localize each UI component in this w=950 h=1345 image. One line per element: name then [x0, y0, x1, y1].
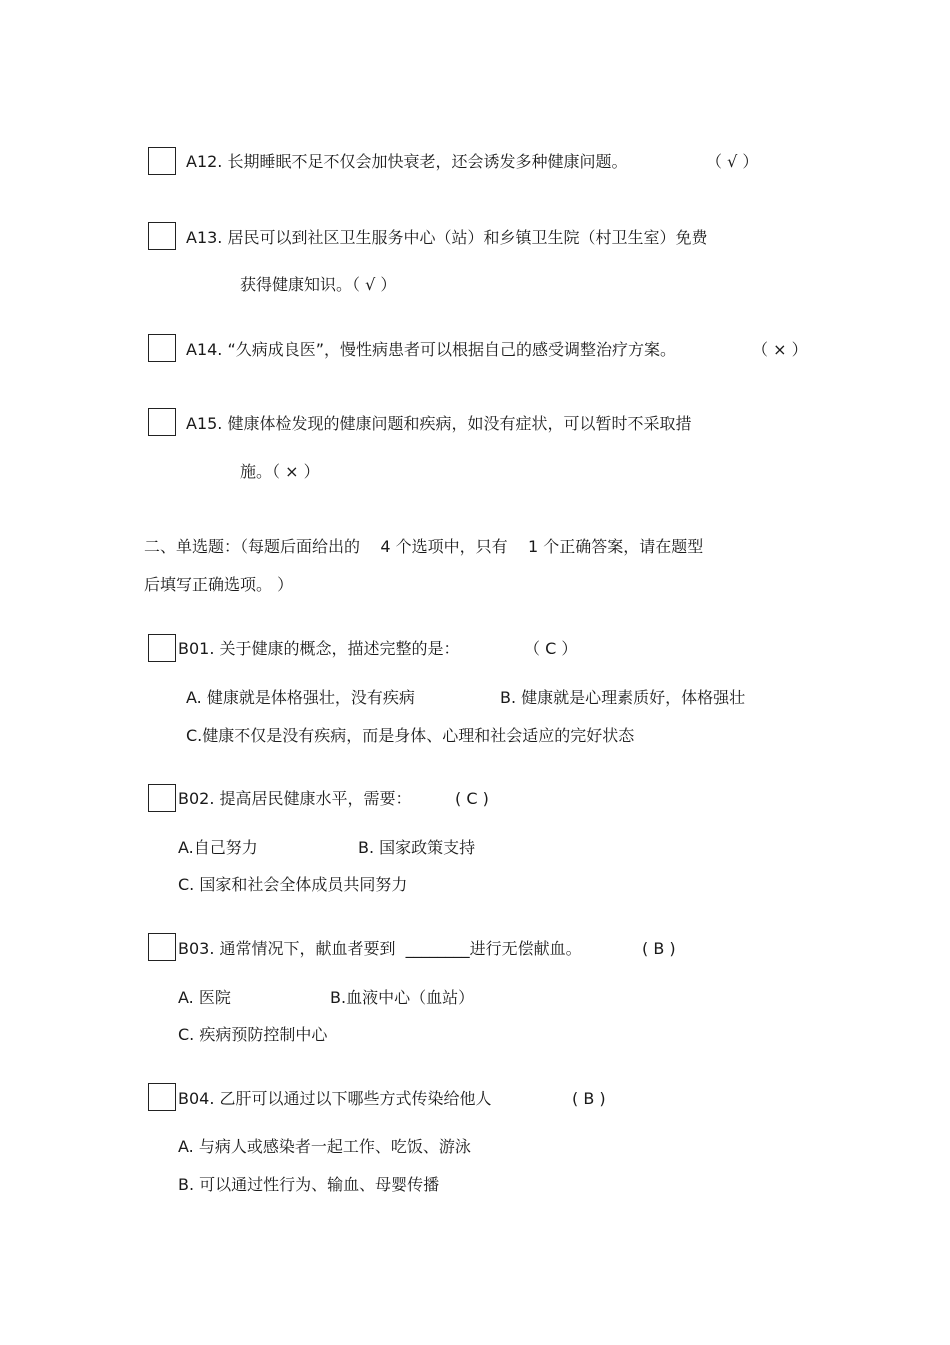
checkbox-a15[interactable] [148, 408, 176, 436]
question-a15: A15. 健康体检发现的健康问题和疾病，如没有症状，可以暂时不采取措 [186, 414, 692, 433]
checkbox-a12[interactable] [148, 147, 176, 175]
answer-a14: （ × ） [752, 340, 808, 359]
option-b03-b: B.血液中心（血站） [330, 988, 475, 1007]
option-b03-c: C. 疾病预防控制中心 [178, 1025, 328, 1044]
question-b04: B04. 乙肝可以通过以下哪些方式传染给他人 [178, 1089, 492, 1108]
section2-heading-cont: 后填写正确选项。 ） [144, 575, 294, 594]
option-b04-a: A. 与病人或感染者一起工作、吃饭、游泳 [178, 1137, 471, 1156]
section2-heading: 二、单选题：（每题后面给出的 4 个选项中，只有 1 个正确答案，请在题型 [144, 537, 704, 556]
option-b02-a: A.自己努力 [178, 838, 258, 857]
checkbox-b03[interactable] [148, 933, 176, 961]
option-b01-c: C.健康不仅是没有疾病，而是身体、心理和社会适应的完好状态 [186, 726, 635, 745]
option-b01-a: A. 健康就是体格强壮，没有疾病 [186, 688, 415, 707]
question-b02: B02. 提高居民健康水平，需要： [178, 789, 412, 808]
option-b02-c: C. 国家和社会全体成员共同努力 [178, 875, 408, 894]
checkbox-b04[interactable] [148, 1083, 176, 1111]
checkbox-a13[interactable] [148, 222, 176, 250]
answer-b02: ( C ) [455, 789, 489, 808]
question-a15-cont: 施。（ × ） [240, 462, 320, 481]
question-b03: B03. 通常情况下，献血者要到 ________进行无偿献血。 [178, 939, 582, 958]
question-a13-cont: 获得健康知识。（ √ ） [240, 275, 397, 294]
question-a13: A13. 居民可以到社区卫生服务中心（站）和乡镇卫生院（村卫生室）免费 [186, 228, 708, 247]
option-b02-b: B. 国家政策支持 [358, 838, 476, 857]
answer-a12: （ √ ） [706, 152, 759, 171]
checkbox-b02[interactable] [148, 784, 176, 812]
question-b01: B01. 关于健康的概念，描述完整的是： [178, 639, 460, 658]
checkbox-a14[interactable] [148, 334, 176, 362]
option-b01-b: B. 健康就是心理素质好，体格强壮 [500, 688, 746, 707]
question-a12: A12. 长期睡眠不足不仅会加快衰老，还会诱发多种健康问题。 [186, 152, 628, 171]
answer-b03: ( B ) [642, 939, 676, 958]
question-a14: A14. “久病成良医”，慢性病患者可以根据自己的感受调整治疗方案。 [186, 340, 677, 359]
checkbox-b01[interactable] [148, 634, 176, 662]
option-b04-b: B. 可以通过性行为、输血、母婴传播 [178, 1175, 440, 1194]
answer-b04: ( B ) [572, 1089, 606, 1108]
answer-b01: （ C ） [524, 639, 578, 658]
option-b03-a: A. 医院 [178, 988, 231, 1007]
